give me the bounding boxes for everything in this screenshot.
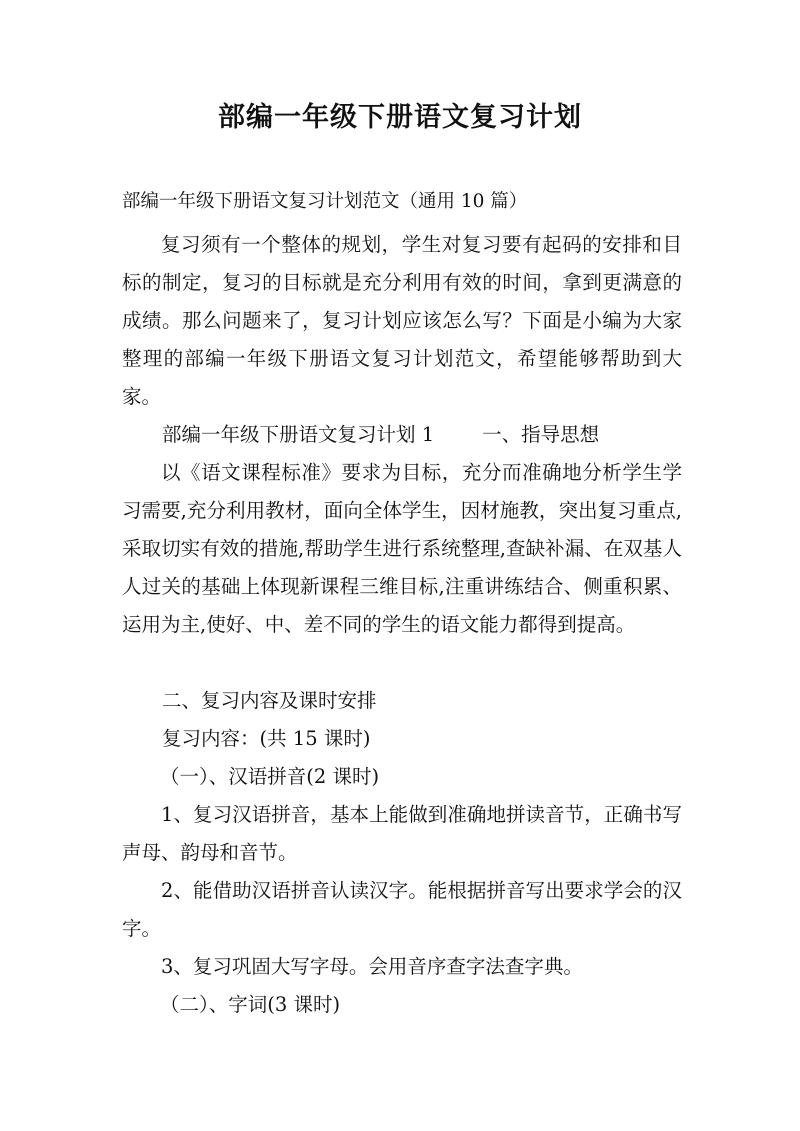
section1-paragraph: 以《语文课程标准》要求为目标，充分而准确地分析学生学习需要,充分利用教材，面向全体学生，因材施教，突出复习重点,采取切实有效的措施,帮助学生进行系统整理,查缺补漏、在双基人人过关的基础上体现新课程三维目标,注重讲练结合、侧重积累、运用为主,使好、中、差不同的学生的语文能力都得到提高。	[122, 461, 682, 636]
document-title: 部编一年级下册语文复习计划	[218, 102, 582, 133]
part1-heading: （一）、汉语拼音(2 课时)	[160, 765, 380, 788]
document-subtitle: 部编一年级下册语文复习计划范文（通用 10 篇）	[122, 191, 528, 212]
list-item-1: 1、复习汉语拼音，基本上能做到准确地拼读音节，正确书写声母、韵母和音节。	[122, 803, 682, 864]
plan-heading-line	[162, 416, 599, 454]
section2-heading: 二、复习内容及课时安排	[162, 689, 377, 712]
section1-heading: 一、指导思想	[482, 423, 600, 446]
part2-heading: （二）、字词(3 课时)	[160, 993, 341, 1016]
plan-label: 部编一年级下册语文复习计划 1	[162, 423, 435, 446]
intro-paragraph: 复习须有一个整体的规划，学生对复习要有起码的安排和目标的制定，复习的目标就是充分利用有效的时间，拿到更满意的成绩。那么问题来了，复习计划应该怎么写？下面是小编为大家整理的部编一年级下册语文复习计划范文，希望能够帮助到大家。	[122, 233, 682, 408]
content-label: 复习内容：(共 15 课时)	[162, 727, 371, 750]
list-item-3: 3、复习巩固大写字母。会用音序查字法查字典。	[161, 955, 583, 978]
list-item-2: 2、能借助汉语拼音认读汉字。能根据拼音写出要求学会的汉字。	[122, 879, 682, 940]
